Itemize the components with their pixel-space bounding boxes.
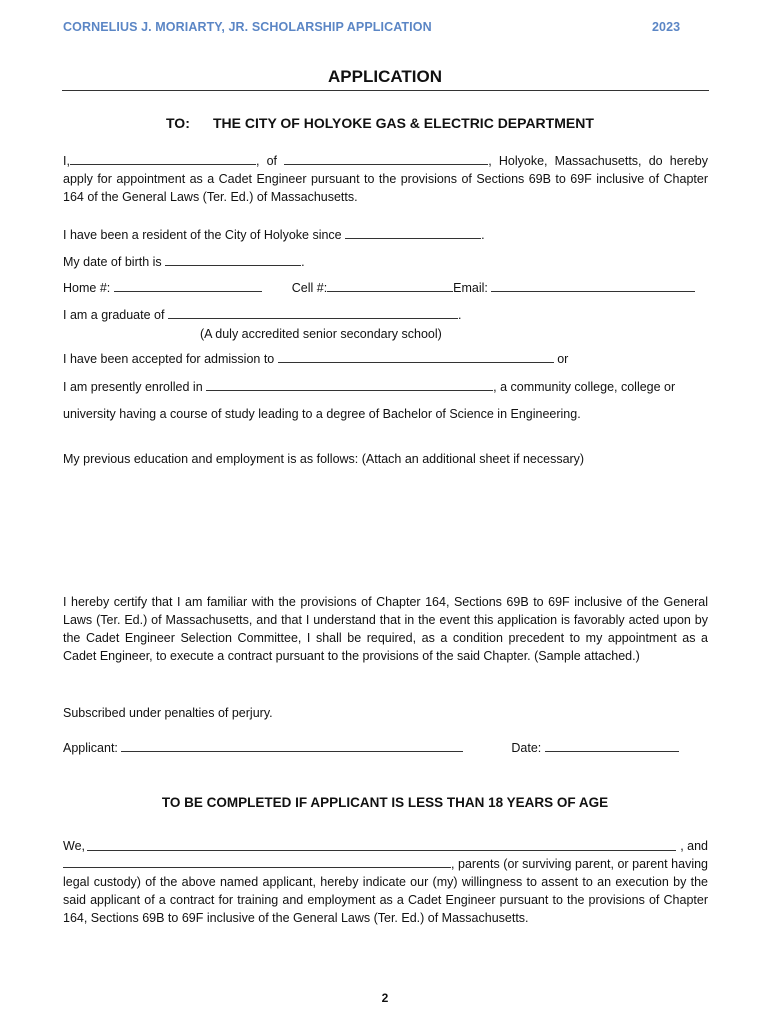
date-label: Date: xyxy=(511,741,542,755)
and-label: , and xyxy=(680,839,708,853)
applicant-signature-field[interactable] xyxy=(121,739,463,752)
home-phone-label: Home #: xyxy=(63,281,111,295)
intro-of: , of xyxy=(255,154,278,168)
previous-education-area[interactable] xyxy=(63,470,708,588)
guardian-names-row xyxy=(63,837,708,855)
document-header-title: CORNELIUS J. MORIARTY, JR. SCHOLARSHIP APPLICATION xyxy=(63,20,432,34)
accepted-row xyxy=(63,350,568,368)
guardian-consent-text: , parents (or surviving parent, or parent having legal custody) of the above named applicant, hereby indicate our (my) willingness to assent to an execution by the said applicant of a contract for training and employment as a Cadet Engineer pursuant to the provisions of Chapter 164, Sections 69B to 69F inclusive of the General Laws (Ter. Ed.) of Massachusetts. xyxy=(63,857,708,925)
previous-education-label: My previous education and employment is as follows: (Attach an additional sheet if necessary) xyxy=(63,452,585,466)
minor-section-title: TO BE COMPLETED IF APPLICANT IS LESS THAN 18 YEARS OF AGE xyxy=(161,795,609,810)
signature-row xyxy=(63,739,679,757)
document-header-year: 2023 xyxy=(652,20,681,34)
enrolled-row xyxy=(63,378,675,396)
to-label: TO: xyxy=(166,115,190,131)
we-label: We, xyxy=(63,839,85,853)
cell-phone-label: Cell #: xyxy=(291,281,328,295)
accepted-label: I have been accepted for admission to xyxy=(63,352,275,366)
certification-paragraph: I hereby certify that I am familiar with the provisions of Chapter 164, Sections 69B to 69F inclusive of the General Laws (Ter. Ed.) of Massachusetts, and that I understand that in the event this application is favorably acted upon by the Cadet Engineer Selection Committee, I shall be required, as a condition precedent to my appointment as a Cadet Engineer, to execute a contract pursuant to the provisions of the said Chapter. (Sample attached.) xyxy=(63,595,708,663)
resident-since-row: I have been a resident of the City of Holyoke since . xyxy=(63,228,485,242)
resident-since-field[interactable] xyxy=(345,226,481,239)
page-title: APPLICATION xyxy=(328,67,442,86)
guardian-second-name-field[interactable] xyxy=(63,855,451,868)
enrolled-label: I am presently enrolled in xyxy=(63,380,203,394)
graduate-label: I am a graduate of xyxy=(63,308,165,322)
enrolled-school-field[interactable] xyxy=(206,378,493,391)
dob-label: My date of birth is xyxy=(63,255,162,269)
intro-rest: , Holyoke, Massachusetts, do hereby apply for appointment as a Cadet Engineer pursuant to the provisions of Sections 69B to 69F inclusive of Chapter 164 of the General Laws (Ter. Ed.) of Massachusetts. xyxy=(63,154,708,204)
page-number: 2 xyxy=(381,991,389,1005)
intro-start: I, xyxy=(63,154,70,168)
home-phone-field[interactable] xyxy=(114,279,262,292)
enrolled-continuation: university having a course of study leading to a degree of Bachelor of Science in Engineering. xyxy=(63,407,581,421)
accepted-or: or xyxy=(557,352,569,366)
email-label: Email: xyxy=(453,281,488,295)
title-divider xyxy=(62,90,709,91)
resident-since-label: I have been a resident of the City of Holyoke since xyxy=(63,228,342,242)
intro-paragraph xyxy=(63,152,708,206)
dob-field[interactable] xyxy=(165,253,301,266)
email-field[interactable] xyxy=(491,279,695,292)
contact-row xyxy=(63,279,695,297)
accepted-school-field[interactable] xyxy=(278,350,554,363)
graduate-note: (A duly accredited senior secondary school) xyxy=(200,327,442,341)
graduate-row: I am a graduate of . xyxy=(63,308,462,322)
guardian-consent-paragraph xyxy=(63,855,708,927)
recipient-line xyxy=(166,115,594,131)
guardian-name-field[interactable] xyxy=(87,837,676,851)
enrolled-end: , a community college, college or xyxy=(493,380,676,394)
recipient-name: THE CITY OF HOLYOKE GAS & ELECTRIC DEPARTMENT xyxy=(213,115,594,131)
applicant-name-field[interactable] xyxy=(70,152,256,165)
graduate-school-field[interactable] xyxy=(168,306,458,319)
dob-row: My date of birth is . xyxy=(63,255,305,269)
perjury-statement: Subscribed under penalties of perjury. xyxy=(63,706,273,720)
applicant-signature-label: Applicant: xyxy=(63,741,118,755)
cell-phone-field[interactable] xyxy=(327,279,453,292)
date-field[interactable] xyxy=(545,739,679,752)
applicant-address-field[interactable] xyxy=(284,152,488,165)
